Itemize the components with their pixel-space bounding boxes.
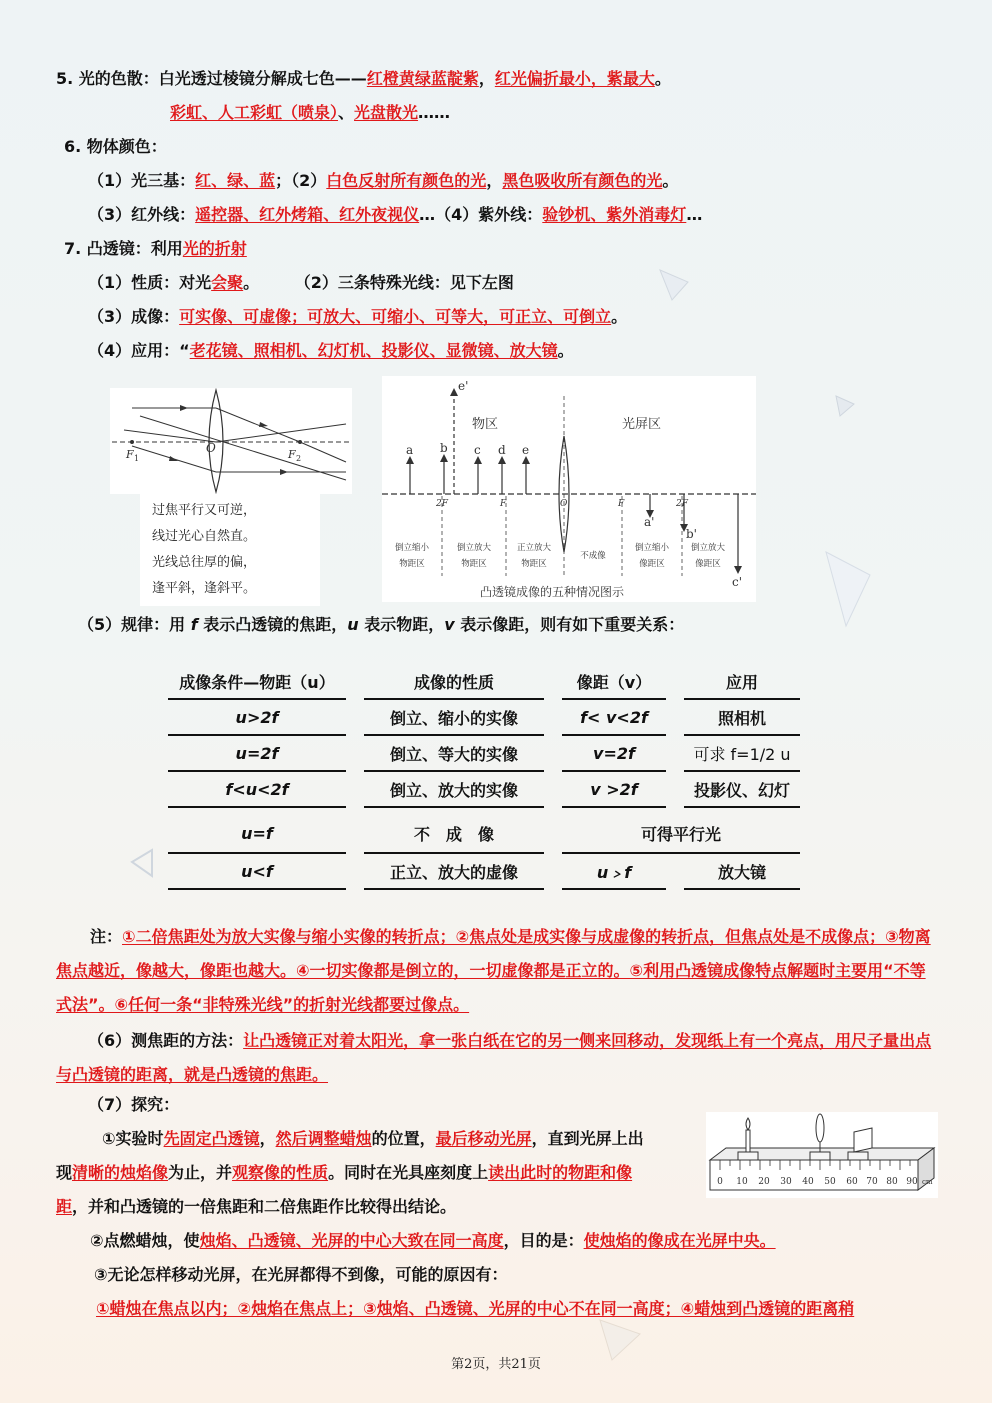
cell-condition: u=2f [168, 736, 346, 772]
region-3-l2: 物距区 [521, 559, 547, 569]
obj-a-label: a [406, 443, 414, 457]
explore-step-2: ②点燃蜡烛，使烛焰、凸透镜、光屏的中心大致在同一高度，目的是：使烛焰的像成在光屏中央。 [90, 1231, 776, 1250]
axis-f-left: F [500, 499, 507, 509]
ruler-70: 70 [866, 1177, 878, 1187]
img-c-label: c' [732, 575, 743, 589]
mnemonic-line-1: 过焦平行又可逆， [152, 503, 257, 518]
section-6-line-1: （1）光三基：红、绿、蓝；（2）白色反射所有颜色的光，黑色吸收所有颜色的光。 [88, 171, 679, 190]
section-7-applications: （4）应用：“老花镜、照相机、幻灯机、投影仪、显微镜、放大镜。 [88, 341, 574, 360]
zone-screen: 光屏区 [622, 417, 662, 432]
ruler-0: 0 [717, 1177, 723, 1187]
candle-icon [746, 1130, 750, 1152]
cell-condition: f<u<2f [168, 772, 346, 808]
ruler-40: 40 [802, 1177, 814, 1187]
region-6-l2: 像距区 [695, 559, 721, 569]
cell-application: 照相机 [684, 700, 800, 736]
region-1-l1: 倒立缩小 [394, 543, 430, 553]
region-6-l1: 倒立放大 [690, 543, 726, 553]
section-7-imaging: （3）成像：可实像、可虚像；可放大、可缩小、可等大，可正立、可倒立。 [88, 307, 628, 326]
axis-f-right: F [618, 499, 625, 509]
table-row [168, 854, 800, 890]
o-label: O [206, 441, 216, 455]
axis-o: O [560, 499, 568, 509]
cell-application: 可求 f=1/2 u [684, 736, 800, 772]
optical-bench-figure [706, 1112, 938, 1198]
special-rays-diagram [110, 388, 352, 494]
cell-property: 倒立、缩小的实像 [364, 700, 544, 736]
cell-condition: u<f [168, 854, 346, 890]
region-5-l1: 倒立缩小 [634, 543, 670, 553]
explore-step-1-line-1: ①实验时先固定凸透镜，然后调整蜡烛的位置，最后移动光屏，直到光屏上出 [102, 1129, 644, 1148]
special-rays-svg [110, 388, 352, 494]
section-5-line-1: 5. 光的色散：白光透过棱镜分解成七色——红橙黄绿蓝靛紫，红光偏折最小，紫最大。 [56, 69, 671, 88]
header-application: 应用 [684, 664, 800, 700]
ruler-30: 30 [780, 1177, 792, 1187]
cell-parallel-light: 可得平行光 [562, 808, 800, 854]
section-6-title: 6. 物体颜色： [64, 137, 167, 156]
mnemonic-box [140, 494, 320, 606]
obj-c-label: c [474, 443, 481, 457]
table-row [168, 808, 800, 854]
explore-step-1-line-3: 距，并和凸透镜的一倍焦距和二倍焦距作比较得出结论。 [56, 1197, 457, 1216]
cell-property: 不 成 像 [364, 808, 544, 854]
obj-e-label: e [522, 443, 530, 457]
optical-bench-svg [706, 1112, 938, 1198]
ruler-80: 80 [886, 1177, 898, 1187]
region-1-l2: 物距区 [399, 559, 425, 569]
focal-length-method: （6）测焦距的方法：让凸透镜正对着太阳光，拿一张白纸在它的另一侧来回移动，发现纸上有一个亮点，用尺子量出点与凸透镜的距离，就是凸透镜的焦距。 [56, 1031, 932, 1084]
five-cases-caption: 凸透镜成像的五种情况图示 [479, 585, 625, 599]
cell-image-distance: v=2f [562, 736, 666, 772]
lens-icon [816, 1114, 824, 1142]
section-6-line-2: （3）红外线：遥控器、红外烤箱、红外夜视仪…（4）紫外线：验钞机、紫外消毒灯… [88, 205, 703, 224]
explore-title: （7）探究： [88, 1095, 180, 1114]
five-cases-svg [382, 376, 756, 602]
lens-relation-table [150, 664, 818, 890]
img-b-label: b' [686, 527, 697, 541]
f1-label: F [126, 448, 134, 461]
cell-application: 投影仪、幻灯 [684, 772, 800, 808]
explore-step-3-reasons: ①蜡烛在焦点以内；②烛焰在焦点上；③烛焰、凸透镜、光屏的中心不在同一高度；④蜡烛到凸透镜的距离稍 [96, 1299, 855, 1318]
cell-image-distance: v >2f [562, 772, 666, 808]
screen-icon [854, 1128, 872, 1152]
img-a-label: a' [644, 515, 655, 529]
note-paragraph: 注：①二倍焦距处为放大实像与缩小实像的转折点；②焦点处是成实像与成虚像的转折点，但焦点处是不成像点；③物离焦点越近，像越大，像距也越大。④一切实像都是倒立的，一切虚像都是正立的。⑤利用凸透镜成像特点解题时主要用“不等式法”。⑥任何一条“非特殊光线”的折射光线都要过像点。 [56, 927, 931, 1014]
cell-application: 放大镜 [684, 854, 800, 890]
region-4-l1: 不成像 [580, 551, 606, 561]
ruler-60: 60 [846, 1177, 858, 1187]
cell-image-distance: u﹥f [562, 854, 666, 890]
region-2-l1: 倒立放大 [456, 543, 492, 553]
mnemonic-line-3: 光线总往厚的偏， [152, 555, 257, 570]
obj-d-label: d [498, 443, 506, 457]
five-cases-diagram [382, 376, 756, 602]
header-property: 成像的性质 [364, 664, 544, 700]
cell-condition: u=f [168, 808, 346, 854]
ruler-20: 20 [758, 1177, 770, 1187]
mnemonic-line-4: 逢平斜，逢斜平。 [152, 581, 257, 596]
header-image-distance: 像距（v） [562, 664, 666, 700]
ruler-unit: cm [922, 1178, 933, 1186]
ruler-90: 90 [906, 1177, 918, 1187]
section-5-line-2: 彩虹、人工彩虹（喷泉）、光盘散光…… [170, 103, 451, 122]
cell-property: 倒立、放大的实像 [364, 772, 544, 808]
cell-property: 正立、放大的虚像 [364, 854, 544, 890]
cell-image-distance: f< v<2f [562, 700, 666, 736]
rule-line: （5）规律：用 f 表示凸透镜的焦距，u 表示物距，v 表示像距，则有如下重要关系： [78, 615, 685, 634]
explore-step-1-line-2: 现清晰的烛焰像为止，并观察像的性质。同时在光具座刻度上读出此时的物距和像 [56, 1163, 633, 1182]
cell-condition: u>2f [168, 700, 346, 736]
ruler-50: 50 [824, 1177, 836, 1187]
mnemonic-line-2: 线过光心自然直。 [152, 529, 257, 544]
img-e-label: e' [458, 379, 469, 393]
table-row [168, 772, 800, 808]
table-row [168, 736, 800, 772]
f1-sub: 1 [134, 454, 140, 463]
obj-b-label: b [440, 441, 448, 455]
f2-label: F [288, 448, 296, 461]
region-3-l1: 正立放大 [516, 543, 552, 553]
section-7-property: （1）性质：对光会聚。 （2）三条特殊光线：见下左图 [88, 273, 514, 292]
table-row [168, 700, 800, 736]
region-2-l2: 物距区 [461, 559, 487, 569]
table-header-row [168, 664, 800, 700]
f2-sub: 2 [296, 454, 302, 463]
cell-property: 倒立、等大的实像 [364, 736, 544, 772]
ruler-10: 10 [736, 1177, 748, 1187]
header-condition: 成像条件—物距（u） [168, 664, 346, 700]
axis-2f-left: 2F [436, 499, 448, 509]
axis-2f-right: 2F [676, 499, 688, 509]
explore-step-3: ③无论怎样移动光屏，在光屏都得不到像，可能的原因有： [94, 1265, 508, 1284]
zone-object: 物区 [472, 417, 499, 432]
section-7-title: 7. 凸透镜：利用光的折射 [64, 239, 247, 258]
page-footer: 第2页，共21页 [451, 1357, 541, 1372]
region-5-l2: 像距区 [639, 559, 665, 569]
